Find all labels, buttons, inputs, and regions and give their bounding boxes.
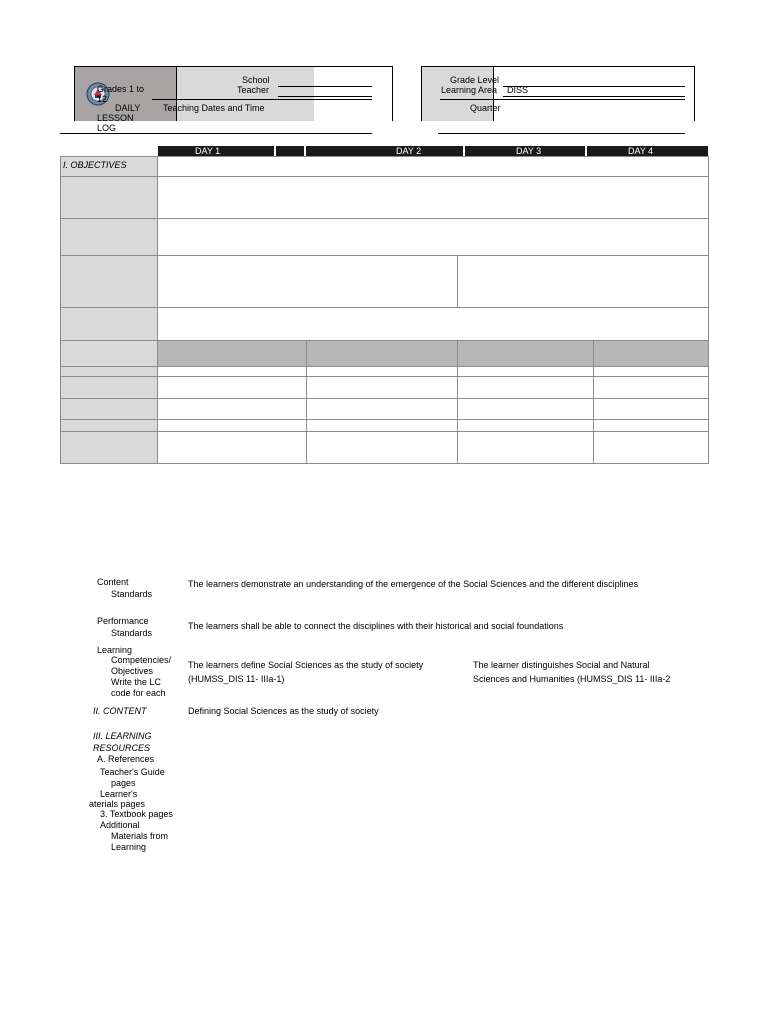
divider bbox=[421, 66, 422, 121]
teachers-guide-label: Teacher's Guide bbox=[100, 767, 165, 777]
bottom-underline-right bbox=[438, 133, 685, 134]
divider bbox=[421, 66, 694, 67]
grade-underline bbox=[503, 86, 685, 87]
additional-materials-label: Additional bbox=[100, 820, 140, 830]
competencies-label: Learning bbox=[97, 645, 133, 655]
performance-standards-text: The learners shall be able to connect the disciplines with their historical and social foundations bbox=[188, 621, 564, 631]
competencies-label: Competencies/ bbox=[111, 655, 172, 665]
teacher-label: Teacher bbox=[237, 85, 270, 95]
competency-1-text: The learners define Social Sciences as the study of society bbox=[188, 660, 424, 670]
logo-text: Grades 1 to 12 bbox=[97, 84, 145, 104]
area-underline bbox=[503, 96, 685, 97]
competency-1-code: (HUMSS_DIS 11- IIIa-1) bbox=[188, 674, 285, 684]
competency-2-text: The learner distinguishes Social and Natural bbox=[473, 660, 650, 670]
divider bbox=[74, 66, 392, 67]
objectives-label: I. OBJECTIVES bbox=[63, 160, 127, 170]
grade-level-label: Grade Level bbox=[450, 75, 500, 85]
learning-resources-label: III. LEARNING bbox=[93, 731, 152, 741]
content-standards-label: Standards bbox=[111, 589, 153, 599]
divider bbox=[457, 340, 458, 464]
teachers-guide-label: pages bbox=[111, 778, 136, 788]
learning-area-label: Learning Area bbox=[441, 85, 498, 95]
divider bbox=[306, 340, 307, 464]
divider bbox=[392, 66, 393, 121]
content-standards-text: The learners demonstrate an understanding of the emergence of the Social Sciences and the different disciplines bbox=[188, 579, 639, 589]
competencies-label: Write the LC bbox=[111, 677, 161, 687]
competencies-label: code for each bbox=[111, 688, 166, 698]
day-header-cell bbox=[158, 146, 274, 156]
textbook-pages-label: 3. Textbook pages bbox=[100, 809, 173, 819]
dates-underline bbox=[152, 99, 372, 100]
day-3-label: DAY 3 bbox=[516, 146, 542, 156]
divider bbox=[593, 340, 594, 464]
bottom-underline-left bbox=[60, 133, 372, 134]
additional-materials-label: Materials from bbox=[111, 831, 169, 841]
content-standards-label: Content bbox=[97, 577, 129, 587]
learners-materials-label: Learner's bbox=[100, 789, 138, 799]
day-header-cell bbox=[306, 146, 463, 156]
content-label: II. CONTENT bbox=[93, 706, 147, 716]
divider bbox=[694, 66, 695, 121]
additional-materials-label: Learning bbox=[111, 842, 147, 852]
day-4-label: DAY 4 bbox=[628, 146, 654, 156]
teacher-underline bbox=[278, 96, 372, 97]
school-label: School bbox=[242, 75, 270, 85]
day-header-cell bbox=[276, 146, 304, 156]
performance-standards-label: Performance bbox=[97, 616, 149, 626]
content-text: Defining Social Sciences as the study of society bbox=[188, 706, 379, 716]
divider bbox=[157, 156, 158, 464]
performance-standards-label: Standards bbox=[111, 628, 153, 638]
competencies-label: Objectives bbox=[111, 666, 154, 676]
day-1-label: DAY 1 bbox=[195, 146, 221, 156]
learners-materials-label: aterials pages bbox=[89, 799, 146, 809]
competency-2-code: Sciences and Humanities (HUMSS_DIS 11- IIIa-2 bbox=[473, 674, 671, 684]
learning-area-value: DISS bbox=[507, 85, 529, 95]
divider bbox=[74, 66, 75, 121]
day-header-cell bbox=[587, 146, 708, 156]
quarter-underline bbox=[440, 99, 685, 100]
school-underline bbox=[278, 86, 372, 87]
quarter-label: Quarter bbox=[470, 103, 501, 113]
document-title: DAILY LESSON LOG bbox=[97, 103, 141, 133]
references-label: A. References bbox=[97, 754, 155, 764]
learning-resources-label: RESOURCES bbox=[93, 743, 151, 753]
teaching-dates-label: Teaching Dates and Time bbox=[163, 103, 265, 113]
divider bbox=[457, 255, 458, 307]
day-2-label: DAY 2 bbox=[396, 146, 422, 156]
day-header-cell bbox=[465, 146, 585, 156]
